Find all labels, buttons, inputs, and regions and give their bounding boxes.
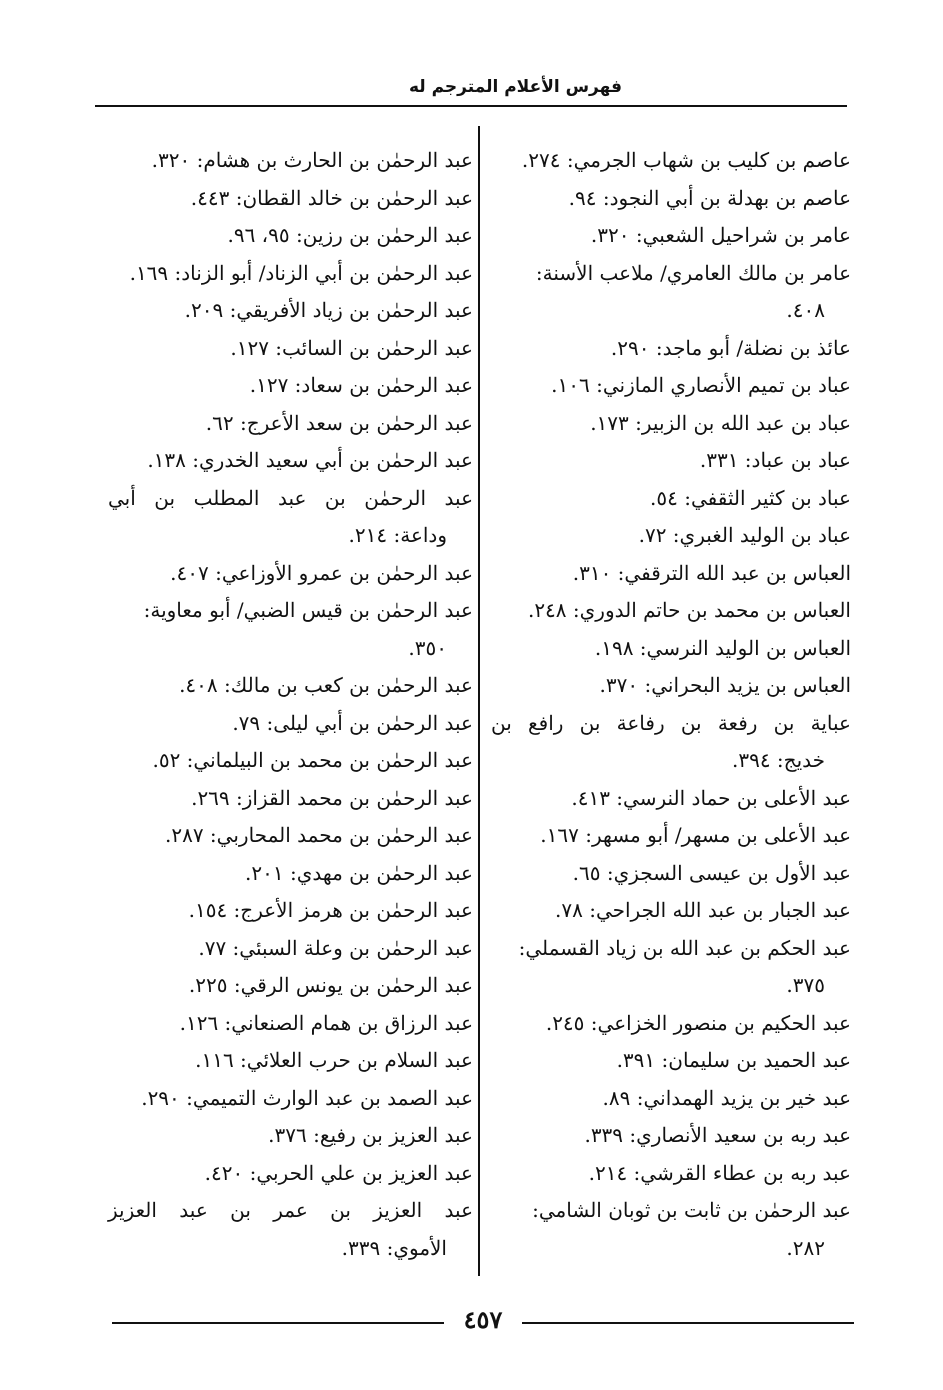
index-column-right xyxy=(491,142,851,1267)
index-entry: عبد الرحمٰن بن أبي ليلى: ٧٩. xyxy=(232,710,473,735)
index-entry: العباس بن محمد بن حاتم الدوري: ٢٤٨. xyxy=(527,598,851,622)
index-entry: عباد بن تميم الأنصاري المازني: ١٠٦. xyxy=(551,373,851,397)
index-entry: عاصم بن كليب بن شهاب الجرمي: ٢٧٤. xyxy=(521,148,851,172)
index-entry: العباس بن الوليد النرسي: ١٩٨. xyxy=(594,635,851,660)
index-entry: عبد الأعلى بن حماد النرسي: ٤١٣. xyxy=(571,785,851,810)
index-column-left xyxy=(108,142,473,1267)
index-entry: عبد خير بن يزيد الهمداني: ٨٩. xyxy=(602,1085,851,1110)
index-entry: عبد الرحمٰن بن أبي الزناد/ أبو الزناد: ١٦٩. xyxy=(129,260,473,285)
index-entry: عباد بن عباد: ٣٣١. xyxy=(699,448,851,472)
index-entry-continuation: ٤٠٨. xyxy=(786,298,825,322)
index-entry: عبد الحكم بن عبد الله بن زياد القسملي: xyxy=(518,935,851,960)
index-entry: عبد الرحمٰن بن يونس الرقي: ٢٢٥. xyxy=(188,973,473,997)
index-entry-continuation: ٢٨٢. xyxy=(786,1235,825,1260)
index-entry: عبد السلام بن حرب العلائي: ١١٦. xyxy=(195,1048,473,1072)
footer-rule-left xyxy=(112,1322,444,1324)
index-entry: عبد الحكيم بن منصور الخزاعي: ٢٤٥. xyxy=(545,1010,851,1035)
index-entry: عبد الرحمٰن بن أبي سعيد الخدري: ١٣٨. xyxy=(147,448,473,472)
index-entry: عبد الرحمٰن بن محمد بن البيلماني: ٥٢. xyxy=(152,748,473,772)
index-entry: العباس بن يزيد البحراني: ٣٧٠. xyxy=(599,673,851,697)
index-entry: عامر بن مالك العامري/ ملاعب الأسنة: xyxy=(535,260,851,285)
index-entry: عباد بن كثير الثقفي: ٥٤. xyxy=(650,485,851,510)
index-entry-continuation: ٣٧٥. xyxy=(786,973,825,997)
index-entry: عبد الرحمٰن بن زياد الأفريقي: ٢٠٩. xyxy=(184,298,473,322)
index-entry: عبد الرحمٰن بن خالد القطان: ٤٤٣. xyxy=(190,185,473,210)
running-title: فهرس الأعلام المترجم له xyxy=(408,77,622,97)
index-entry: عبد ربه بن عطاء القرشي: ٢١٤. xyxy=(588,1160,851,1185)
index-entry: عبد الصمد بن عبد الوارث التميمي: ٢٩٠. xyxy=(141,1085,473,1110)
index-entry: عبد الأول بن عيسى السجزي: ٦٥. xyxy=(572,860,851,885)
index-entry: عبد الرحمٰن بن سعاد: ١٢٧. xyxy=(249,373,473,397)
index-entry: عبد الرحمٰن بن السائب: ١٢٧. xyxy=(230,335,473,360)
index-entry: عبد الرحمٰن بن عمرو الأوزاعي: ٤٠٧. xyxy=(170,560,473,585)
index-entry-continuation: الأموي: ٣٣٩. xyxy=(341,1235,447,1260)
footer-rule-right xyxy=(522,1322,854,1324)
index-entry: عبد الجبار بن عبد الله الجراحي: ٧٨. xyxy=(555,898,851,922)
index-entry: عبد الرحمٰن بن هرمز الأعرج: ١٥٤. xyxy=(188,898,473,922)
index-entry: عبد الرحمٰن بن عبد المطلب بن أبي xyxy=(108,485,473,510)
index-entry: العباس بن عبد الله الترقفي: ٣١٠. xyxy=(572,560,851,585)
index-entry: عبد الرحمٰن بن محمد القزاز: ٢٦٩. xyxy=(191,785,473,810)
index-entry: عائذ بن نضلة/ أبو ماجد: ٢٩٠. xyxy=(610,335,851,360)
index-entry-continuation: ٣٥٠. xyxy=(408,635,447,660)
index-entry: عامر بن شراحيل الشعبي: ٣٢٠. xyxy=(590,223,851,247)
index-entry: عبد الأعلى بن مسهر/ أبو مسهر: ١٦٧. xyxy=(540,823,851,847)
index-entry: عبد الرحمٰن بن سعد الأعرج: ٦٢. xyxy=(205,410,473,435)
index-entry: عبد الرحمٰن بن مهدي: ٢٠١. xyxy=(245,860,473,885)
column-divider xyxy=(478,126,480,1276)
index-entry: عبد الرحمٰن بن قيس الضبي/ أبو معاوية: xyxy=(143,598,473,622)
page-number: ٤٥٧ xyxy=(463,1305,503,1334)
index-entry: عباد بن عبد الله بن الزبير: ١٧٣. xyxy=(590,410,851,435)
index-entry: عبد الرزاق بن همام الصنعاني: ١٢٦. xyxy=(179,1010,473,1035)
index-entry: عباد بن الوليد الغبري: ٧٢. xyxy=(638,523,851,547)
index-entry: عبد العزيز بن رفيع: ٣٧٦. xyxy=(268,1123,473,1147)
index-entry-continuation: وداعة: ٢١٤. xyxy=(348,523,447,547)
index-entry: عباية بن رفعة بن رفاعة بن رافع بن xyxy=(491,710,851,735)
index-entry: عبد الرحمٰن بن ثابت بن ثوبان الشامي: xyxy=(532,1198,851,1222)
index-entry: عبد العزيز بن علي الحربي: ٤٢٠. xyxy=(204,1160,473,1185)
index-entry: عبد العزيز بن عمر بن عبد العزيز xyxy=(108,1198,473,1222)
page-header xyxy=(95,66,847,106)
index-entry: عبد الحميد بن سليمان: ٣٩١. xyxy=(616,1048,851,1072)
index-entry-continuation: خديج: ٣٩٤. xyxy=(731,748,825,772)
index-entry: عبد الرحمٰن بن كعب بن مالك: ٤٠٨. xyxy=(179,673,473,697)
index-entry: عاصم بن بهدلة بن أبي النجود: ٩٤. xyxy=(568,185,851,210)
index-entry: عبد الرحمٰن بن محمد المحاربي: ٢٨٧. xyxy=(164,823,473,847)
index-entry: عبد الرحمٰن بن الحارث بن هشام: ٣٢٠. xyxy=(151,148,473,172)
index-entry: عبد الرحمٰن بن وعلة السبئي: ٧٧. xyxy=(198,935,473,960)
index-entry: عبد الرحمٰن بن رزين: ٩٥، ٩٦. xyxy=(227,223,473,247)
header-rule xyxy=(95,105,847,107)
index-entry: عبد ربه بن سعيد الأنصاري: ٣٣٩. xyxy=(584,1123,851,1147)
